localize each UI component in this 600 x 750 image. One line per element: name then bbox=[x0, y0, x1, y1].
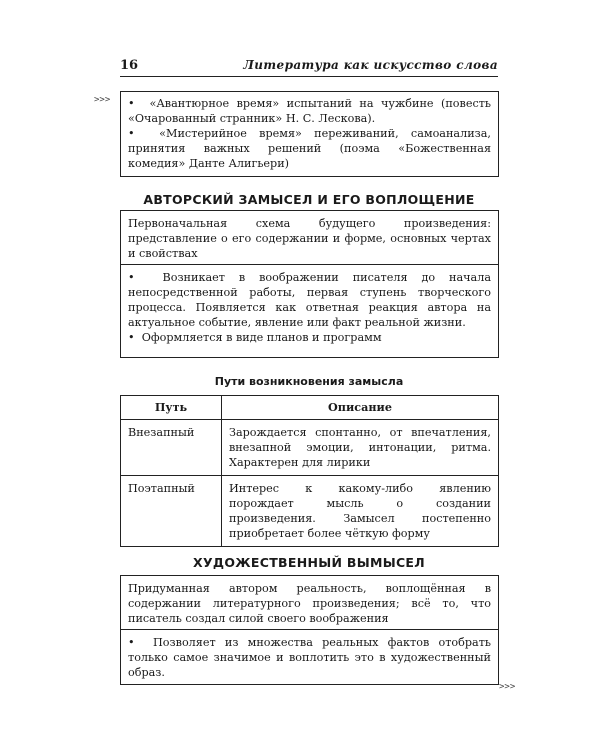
table-row bbox=[121, 476, 499, 547]
table-cell-description: Интерес к какому-либо явлению порождает мысль о создании произведения. Замысел постепенно приобретает более чёткую форму bbox=[222, 476, 499, 547]
list-item: • Возникает в воображении писателя до начала непосредственной работы, первая ступень творческого процесса. Появляется как ответная реакция автора на актуальное событие, явление или факт реальной жизни. bbox=[128, 270, 491, 330]
table-cell-path: Поэтапный bbox=[121, 476, 222, 547]
top-box bbox=[120, 91, 499, 177]
running-title: Литература как искусство слова bbox=[243, 58, 498, 72]
column-header-description: Описание bbox=[222, 396, 499, 420]
table-cell-path: Внезапный bbox=[121, 420, 222, 476]
section-heading-artistic-fiction: ХУДОЖЕСТВЕННЫЙ ВЫМЫСЕЛ bbox=[193, 555, 425, 570]
list-item: • «Мистерийное время» переживаний, самоанализа, принятия важных решений (поэма «Божественная комедия» Данте Алигьери) bbox=[128, 126, 491, 171]
list-item: • Оформляется в виде планов и программ bbox=[128, 330, 491, 345]
table-caption: Пути возникновения замысла bbox=[214, 375, 404, 388]
table-cell-description: Зарождается спонтанно, от впечатления, внезапной эмоции, интонации, ритма. Характерен для лирики bbox=[222, 420, 499, 476]
fiction-definition-box bbox=[120, 575, 499, 685]
continuation-mark-start: >>> bbox=[94, 95, 111, 105]
definition-text: Придуманная автором реальность, воплощённая в содержании литературного произведения; всё то, что писатель создал силой своего воображения bbox=[128, 582, 491, 625]
list-item: • «Авантюрное время» испытаний на чужбине (повесть «Очарованный странник» Н. С. Лескова). bbox=[128, 96, 491, 126]
section-heading-authors-idea: АВТОРСКИЙ ЗАМЫСЕЛ И ЕГО ВОПЛОЩЕНИЕ bbox=[143, 192, 475, 207]
continuation-mark-end: >>> bbox=[499, 682, 516, 692]
table-row bbox=[121, 420, 499, 476]
column-header-path: Путь bbox=[121, 396, 222, 420]
list-item: • Позволяет из множества реальных фактов отобрать только самое значимое и воплотить это в художественный образ. bbox=[128, 635, 491, 680]
page-header bbox=[120, 58, 498, 77]
idea-definition-box bbox=[120, 210, 499, 358]
idea-origin-table bbox=[120, 395, 499, 547]
definition-text: Первоначальная схема будущего произведения: представление о его содержании и форме, основных чертах и свойствах bbox=[128, 217, 491, 260]
table-header-row bbox=[121, 396, 499, 420]
page-number: 16 bbox=[120, 58, 139, 73]
